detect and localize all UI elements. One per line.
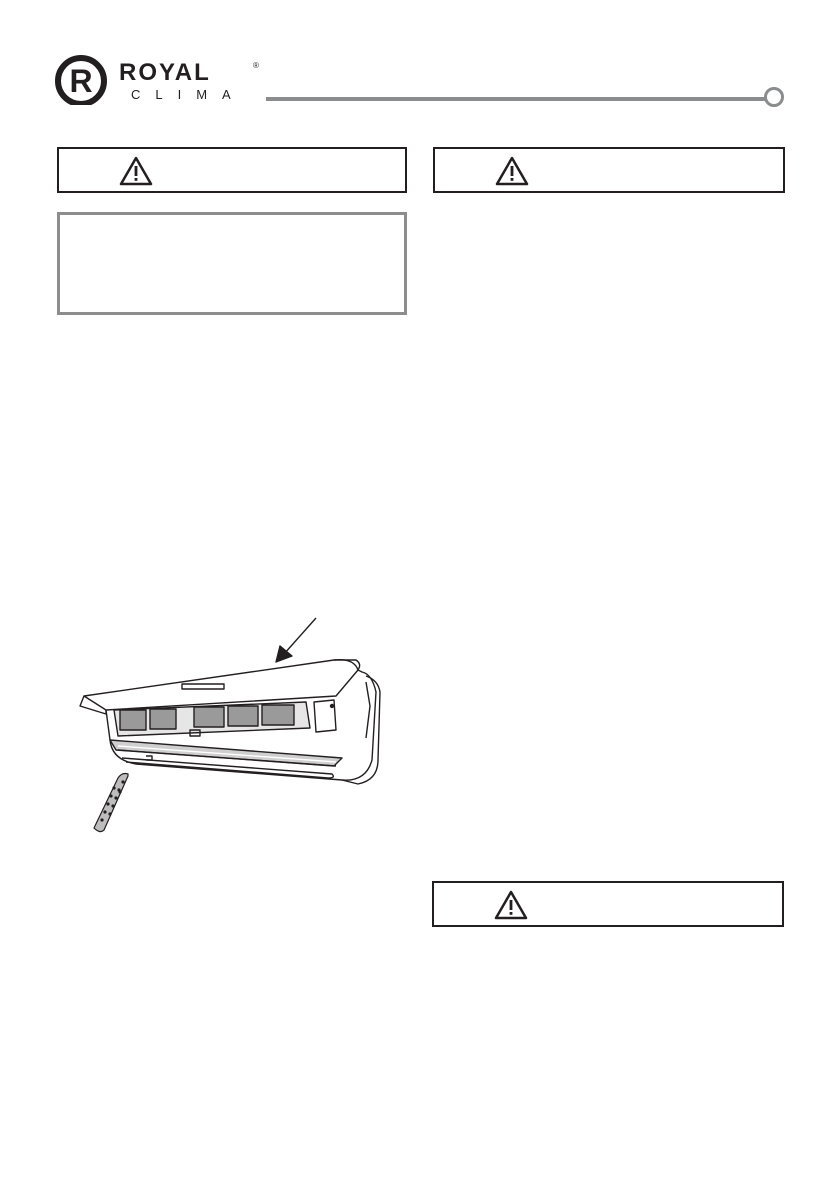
registered-mark: ® [253, 61, 259, 70]
royal-clima-logo [55, 55, 270, 105]
logo-letter: R [69, 63, 93, 99]
warning-triangle-icon [119, 156, 153, 186]
header-rule-end-circle [764, 87, 784, 107]
header-rule [266, 97, 770, 101]
arrow-icon [276, 618, 316, 662]
warning-triangle-icon [495, 156, 529, 186]
brand-name: ROYAL [119, 59, 211, 86]
warning-triangle-icon [494, 890, 528, 920]
note-box [57, 212, 407, 315]
warning-box-right-bottom [432, 881, 784, 927]
remote-control-icon [94, 774, 128, 832]
warning-box-right-top [433, 147, 785, 193]
warning-box-left [57, 147, 407, 193]
air-conditioner-illustration [66, 610, 386, 840]
brand-sub: CLIMA [131, 87, 246, 102]
